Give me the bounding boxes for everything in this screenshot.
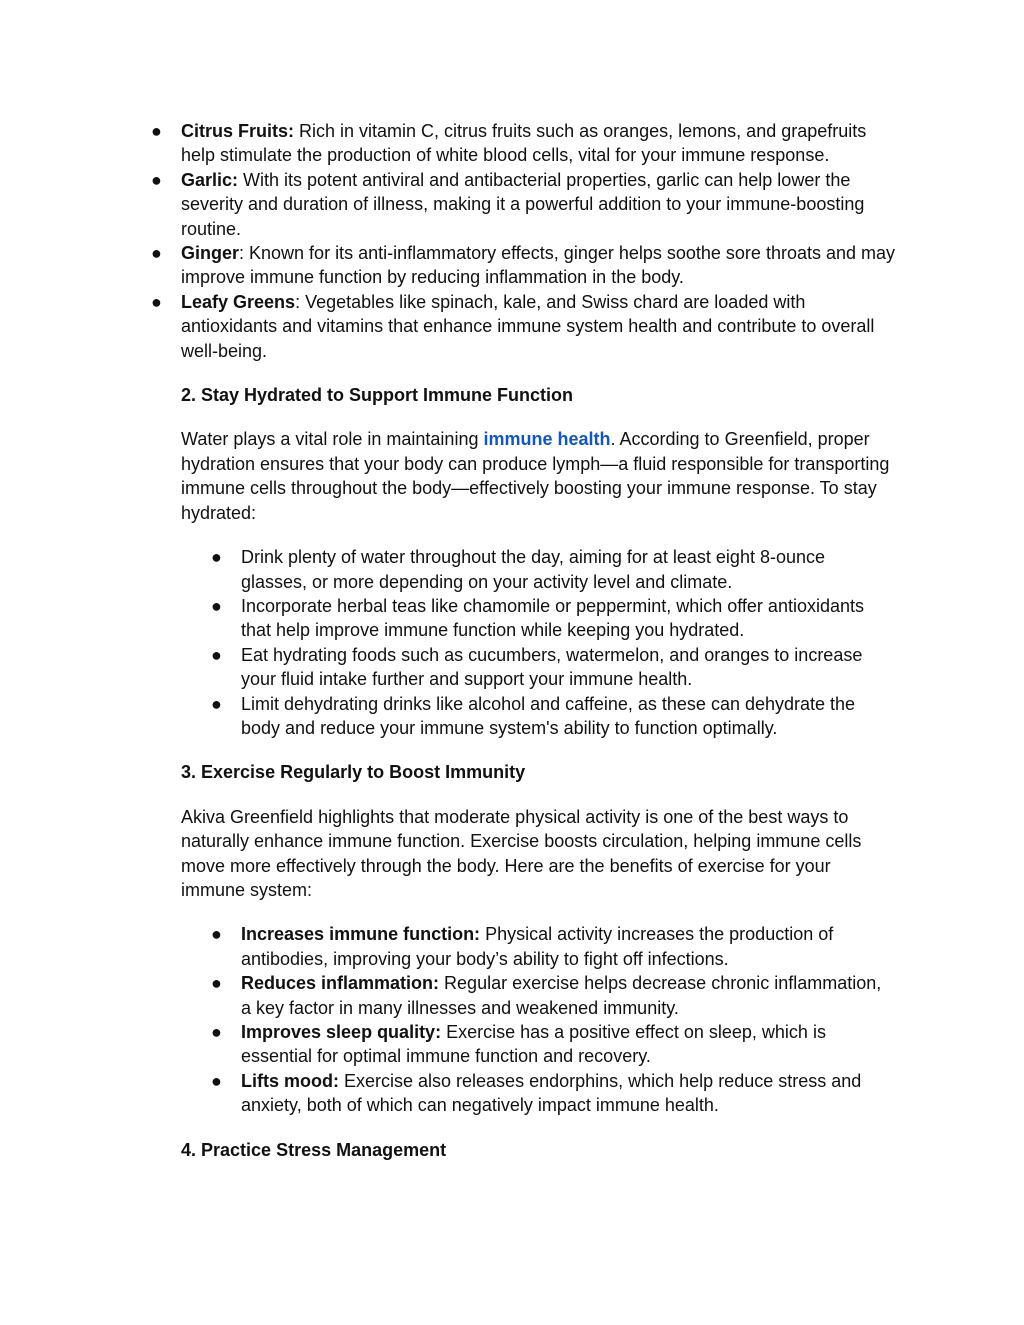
list-item-term: Citrus Fruits: xyxy=(181,121,295,141)
list-item xyxy=(211,971,896,1020)
section-2-paragraph xyxy=(181,427,896,525)
immune-foods-list xyxy=(151,119,896,363)
bullet-glyph: ● xyxy=(211,595,222,616)
list-item xyxy=(151,119,896,168)
list-item xyxy=(211,1020,896,1069)
list-item xyxy=(151,290,896,363)
bullet-glyph: ● xyxy=(151,169,162,190)
exercise-benefits-list xyxy=(211,922,896,1117)
list-item-text: With its potent antiviral and antibacterial properties, garlic can help lower the severity and duration of illness, making it a powerful addition to your immune-boosting routine. xyxy=(181,169,865,239)
section-4-heading: 4. Practice Stress Management xyxy=(181,1139,447,1160)
list-item-term: Garlic: xyxy=(181,169,239,190)
bullet-glyph: ● xyxy=(211,973,222,994)
list-item xyxy=(211,643,896,692)
list-item-term: Lifts mood: xyxy=(241,1070,339,1091)
list-item-text: Regular exercise helps decrease chronic inflammation, a key factor in many illnesses and weakened immunity. xyxy=(241,973,882,1018)
bullet-glyph: ● xyxy=(211,1070,222,1091)
list-item xyxy=(211,692,896,741)
list-item-text: Incorporate herbal teas like chamomile or peppermint, which offer antioxidants that help improve immune function while keeping you hydrated. xyxy=(241,595,864,641)
list-item xyxy=(151,241,896,290)
section-3-paragraph: Akiva Greenfield highlights that moderate physical activity is one of the best ways to naturally enhance immune function. Exercise boosts circulation, helping immune cells move more effectively through the body. Here are the benefits of exercise for your immune system: xyxy=(181,806,862,900)
immune-health-link[interactable]: immune health xyxy=(483,429,611,450)
bullet-glyph: ● xyxy=(211,693,222,714)
list-item-text: Physical activity increases the production of antibodies, improving your body’s ability to fight off infections. xyxy=(241,924,834,969)
list-item-text: Exercise has a positive effect on sleep, which is essential for optimal immune function and recovery. xyxy=(241,1022,826,1067)
list-item-term: Reduces inflammation: xyxy=(241,973,440,994)
list-item-term: Increases immune function: xyxy=(241,924,481,945)
bullet-glyph: ● xyxy=(211,924,222,945)
bullet-glyph: ● xyxy=(151,243,162,264)
paragraph-text: . According to Greenfield, proper hydration ensures that your body can produce lymph—a fluid responsible for transporting immune cells throughout the body—effectively boosting your immune response. To stay hydrated: xyxy=(181,429,890,523)
list-item xyxy=(211,594,896,643)
list-item-term: Leafy Greens xyxy=(181,291,296,312)
list-item-text: : Known for its anti-inflammatory effects, ginger helps soothe sore throats and may improve immune function by reducing inflammation in the body. xyxy=(181,243,896,288)
list-item-text: Drink plenty of water throughout the day, aiming for at least eight 8-ounce glasses, or more depending on your activity level and climate. xyxy=(241,547,825,592)
list-item-text: Exercise also releases endorphins, which help reduce stress and anxiety, both of which can negatively impact immune health. xyxy=(241,1070,862,1116)
section-2-heading: 2. Stay Hydrated to Support Immune Function xyxy=(181,385,574,406)
list-item-text: : Vegetables like spinach, kale, and Swiss chard are loaded with antioxidants and vitamins that enhance immune system health and contribute to overall well-being. xyxy=(181,291,875,361)
list-item-text: Eat hydrating foods such as cucumbers, watermelon, and oranges to increase your fluid intake further and support your immune health. xyxy=(241,644,863,690)
hydration-tips-list xyxy=(211,545,896,740)
bullet-glyph: ● xyxy=(211,1022,222,1042)
bullet-glyph: ● xyxy=(211,644,222,665)
list-item-term: Improves sleep quality: xyxy=(241,1022,442,1042)
paragraph-text: Water plays a vital role in maintaining xyxy=(181,429,484,450)
bullet-glyph: ● xyxy=(151,121,162,141)
bullet-glyph: ● xyxy=(211,547,222,568)
list-item xyxy=(211,1069,896,1118)
list-item-term: Ginger xyxy=(181,243,240,264)
list-item xyxy=(211,922,896,971)
list-item-text: Rich in vitamin C, citrus fruits such as oranges, lemons, and grapefruits help stimulate the production of white blood cells, vital for your immune response. xyxy=(181,121,867,166)
list-item xyxy=(211,545,896,594)
list-item-text: Limit dehydrating drinks like alcohol and caffeine, as these can dehydrate the body and reduce your immune system's ability to function optimally. xyxy=(241,693,856,738)
section-3-heading: 3. Exercise Regularly to Boost Immunity xyxy=(181,762,526,783)
bullet-glyph: ● xyxy=(151,291,162,312)
list-item xyxy=(151,168,896,241)
